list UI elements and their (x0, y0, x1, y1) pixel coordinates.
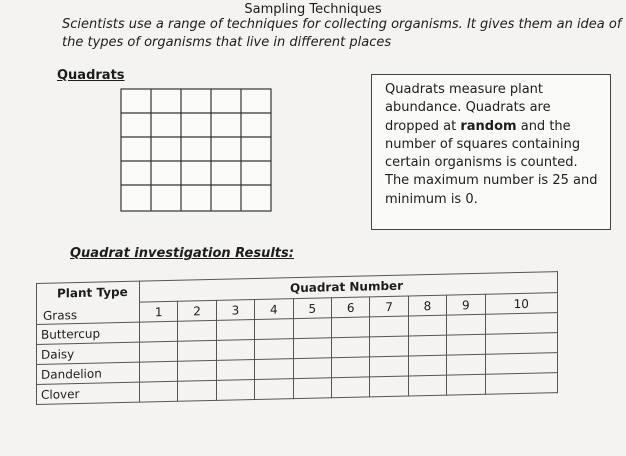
table-cell[interactable] (140, 381, 178, 402)
table-cell[interactable] (331, 377, 369, 398)
quadrat-number-label: Quadrat Number (290, 278, 404, 296)
table-cell[interactable] (216, 340, 254, 361)
table-cell[interactable] (485, 353, 557, 375)
quadrat-number: 5 (293, 298, 331, 319)
results-table (36, 271, 558, 405)
table-cell[interactable] (140, 321, 178, 342)
table-cell[interactable] (255, 319, 293, 340)
plant-label: Dandelion (37, 362, 140, 384)
quadrat-number: 1 (140, 301, 178, 322)
table-cell[interactable] (178, 360, 216, 381)
plant-label: Grass (43, 308, 78, 323)
table-cell[interactable] (447, 354, 485, 375)
plant-label: Clover (37, 382, 140, 404)
table-cell[interactable] (408, 315, 446, 336)
results-table-wrap (36, 271, 564, 443)
table-cell[interactable] (331, 357, 369, 378)
intro-paragraph: Scientists use a range of techniques for collecting organisms. It gives them an idea of the types of organisms that live in different places (62, 17, 622, 50)
table-cell[interactable] (447, 374, 485, 395)
quadrats-heading: Quadrats (57, 68, 125, 83)
plant-type-header (37, 281, 140, 324)
table-cell[interactable] (485, 313, 557, 335)
table-cell[interactable] (370, 336, 408, 357)
table-cell[interactable] (485, 333, 557, 355)
table-cell[interactable] (178, 340, 216, 361)
table-cell[interactable] (370, 316, 408, 337)
table-cell[interactable] (447, 334, 485, 355)
page-title: Sampling Techniques (244, 2, 382, 17)
info-text-random: random (460, 118, 517, 134)
table-cell[interactable] (178, 380, 216, 401)
table-cell[interactable] (255, 359, 293, 380)
table-cell[interactable] (408, 375, 446, 396)
info-text-part2: and the number of squares containing certain organisms is counted. The maximum number is 25 and minimum is 0. (385, 118, 598, 207)
table-cell[interactable] (293, 338, 331, 359)
quadrat-number: 2 (178, 300, 216, 321)
table-cell[interactable] (370, 356, 408, 377)
table-cell[interactable] (293, 318, 331, 339)
table-cell[interactable] (408, 335, 446, 356)
quadrat-number: 8 (408, 295, 446, 316)
quadrat-number: 9 (447, 294, 485, 315)
results-heading: Quadrat investigation Results: (70, 246, 294, 261)
table-cell[interactable] (216, 320, 254, 341)
table-cell[interactable] (140, 341, 178, 362)
table-cell[interactable] (216, 360, 254, 381)
plant-label: Daisy (37, 342, 140, 364)
plant-type-label: Plant Type (57, 284, 128, 301)
table-cell[interactable] (331, 337, 369, 358)
table-cell[interactable] (447, 314, 485, 335)
table-cell[interactable] (485, 373, 557, 395)
info-box (371, 74, 611, 230)
table-cell[interactable] (140, 361, 178, 382)
quadrat-grid (120, 88, 272, 212)
plant-label: Buttercup (37, 322, 140, 344)
table-cell[interactable] (255, 339, 293, 360)
table-cell[interactable] (408, 355, 446, 376)
info-text-part1: Quadrats measure plant abundance. Quadrats are dropped at (385, 82, 551, 134)
quadrat-number: 6 (331, 297, 369, 318)
table-cell[interactable] (370, 376, 408, 397)
quadrat-number: 4 (255, 299, 293, 320)
quadrat-number: 3 (216, 300, 254, 321)
table-cell[interactable] (178, 320, 216, 341)
table-cell[interactable] (255, 379, 293, 400)
table-cell[interactable] (216, 380, 254, 401)
info-text (385, 81, 605, 209)
table-cell[interactable] (293, 358, 331, 379)
quadrat-number: 10 (485, 293, 557, 315)
table-cell[interactable] (293, 378, 331, 399)
table-cell[interactable] (331, 317, 369, 338)
quadrat-number: 7 (370, 296, 408, 317)
